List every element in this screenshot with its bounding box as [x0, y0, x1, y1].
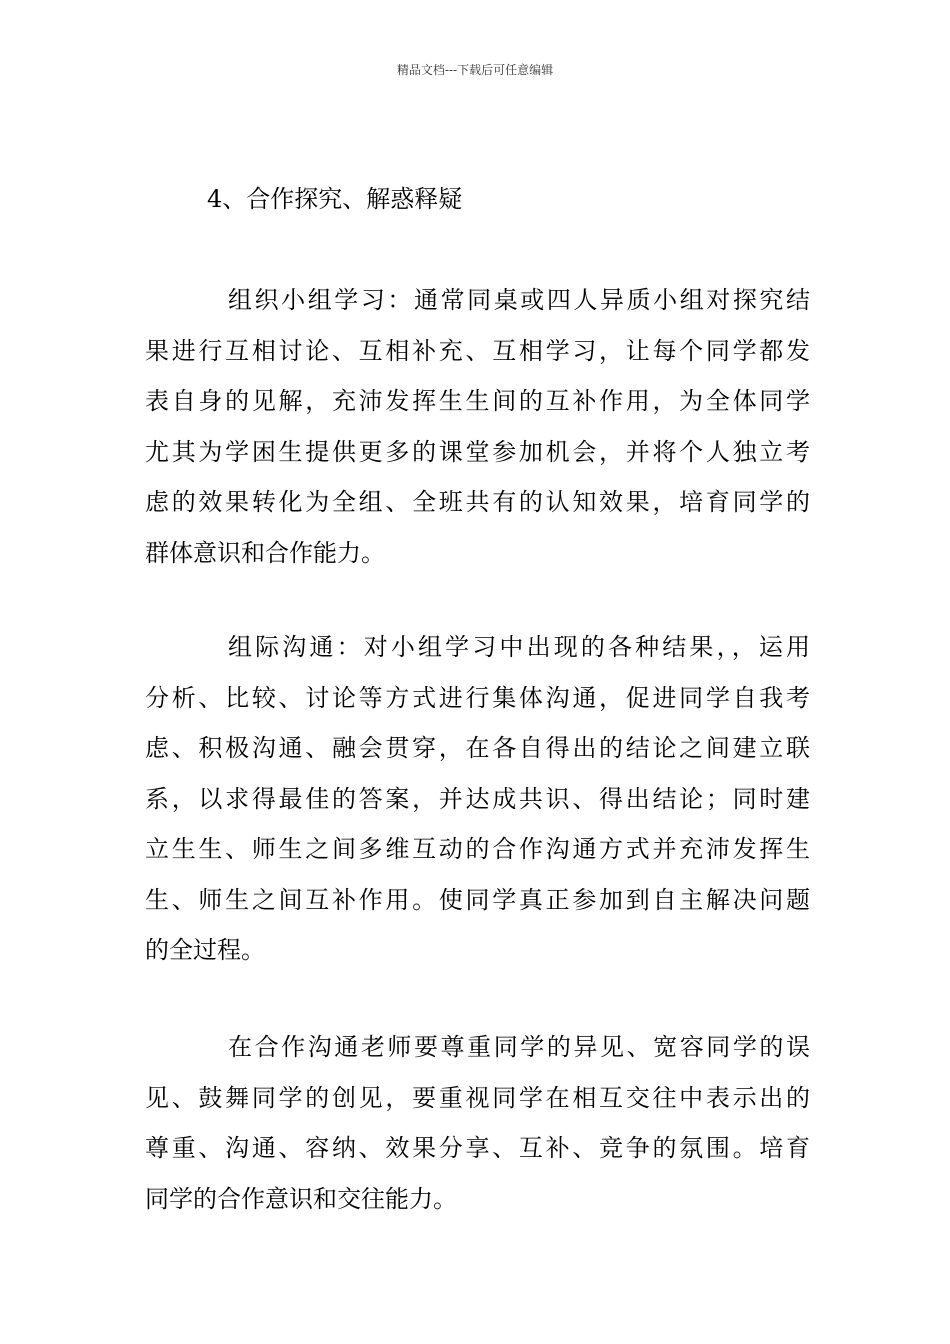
paragraph-line: 群体意识和合作能力。	[145, 538, 385, 567]
paragraph-group-study	[145, 275, 810, 578]
paragraph-line: 虑、积极沟通、融会贯穿，在各自得出的结论之间建立联	[145, 734, 810, 762]
paragraph-line: 尤其为学困生提供更多的课堂参加机会，并将个人独立考	[145, 437, 810, 466]
section-heading: 4、合作探究、解惑释疑	[207, 185, 463, 213]
paragraph-line: 见、鼓舞同学的创见，要重视同学在相互交往中表示出的	[145, 1083, 810, 1112]
paragraph-line: 立生生、师生之间多维互动的合作沟通方式并充沛发挥生	[145, 835, 810, 863]
paragraph-teacher-role	[145, 1022, 810, 1224]
paragraph-line: 组际沟通：对小组学习中出现的各种结果，，运用	[228, 633, 810, 661]
page-header: 精品文档---下载后可任意编辑	[396, 63, 554, 77]
paragraph-line: 在合作沟通老师要尊重同学的异见、宽容同学的误	[228, 1033, 810, 1061]
paragraph-line: 虑的效果转化为全组、全班共有的认知效果，培育同学的	[145, 488, 810, 516]
paragraph-line: 组织小组学习：通常同桌或四人异质小组对探究结	[228, 286, 810, 314]
paragraph-line: 尊重、沟通、容纳、效果分享、互补、竞争的氛围。培育	[145, 1134, 810, 1162]
paragraph-line: 表自身的见解，充沛发挥生生间的互补作用，为全体同学	[145, 387, 810, 415]
paragraph-line: 生、师生之间互补作用。使同学真正参加到自主解决问题	[145, 885, 810, 914]
paragraph-line: 系，以求得最佳的答案，并达成共识、得出结论；同时建	[145, 784, 810, 813]
paragraph-group-communication	[145, 622, 810, 976]
paragraph-line: 同学的合作意识和交往能力。	[145, 1184, 457, 1213]
paragraph-line: 的全过程。	[145, 936, 265, 964]
paragraph-line: 果进行互相讨论、互相补充、互相学习，让每个同学都发	[145, 336, 810, 365]
paragraph-line: 分析、比较、讨论等方式进行集体沟通，促进同学自我考	[145, 683, 810, 712]
